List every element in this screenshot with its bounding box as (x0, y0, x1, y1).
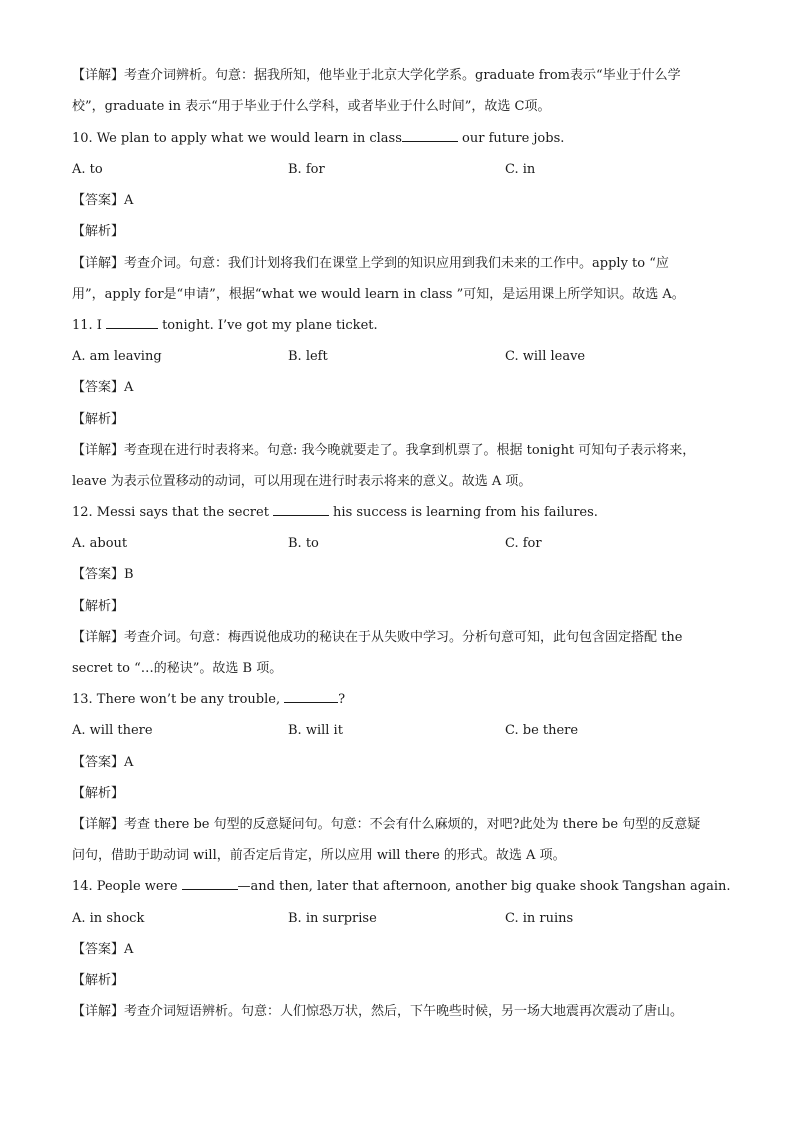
q14-option-b: B. in surprise (288, 911, 377, 926)
q14-detail-line-1 (72, 1002, 683, 1022)
q14-detail-text-1: 考查介词短语辨析。句意：人们惊恐万状，然后，下午晚些时候，另一场大地震再次震动了唐山。 (124, 1004, 684, 1019)
q10-option-a: A. to (72, 162, 103, 177)
answer-label: 【答案】 (72, 193, 125, 208)
q12-answer-blank (273, 503, 329, 516)
q12-option-c: C. for (505, 536, 542, 551)
q13-option-a: A. will there (72, 723, 153, 738)
q10-option-b: B. for (288, 162, 325, 177)
q13-option-b: B. will it (288, 723, 343, 738)
q10-detail-text-1: 考查介词。句意：我们计划将我们在课堂上学到的知识应用到我们未来的工作中。apply to “应 (124, 256, 669, 271)
q13-detail-text-1: 考查 there be 句型的反意疑问句。句意：不会有什么麻烦的，对吧?此处为 there be 句型的反意疑 (124, 817, 701, 832)
detail-label: 【详解】 (72, 443, 125, 458)
q12-stem (72, 503, 598, 523)
q11-detail-line-1 (72, 441, 695, 461)
q11-option-b: B. left (288, 349, 328, 364)
answer-label: 【答案】 (72, 942, 125, 957)
detail-label: 【详解】 (72, 68, 125, 83)
q9-detail-line-2: 校”，graduate in 表示“用于毕业于什么学科，或者毕业于什么时间”，故选 C项。 (72, 99, 551, 114)
q9-detail-text-1: 考查介词辨析。句意：据我所知，他毕业于北京大学化学系。graduate from表示“毕业于什么学 (124, 68, 681, 83)
detail-label: 【详解】 (72, 817, 125, 832)
q11-stem (72, 316, 378, 336)
q11-answer: A (124, 380, 134, 395)
q14-option-c: C. in ruins (505, 911, 574, 926)
q11-answer-blank (106, 316, 158, 329)
q13-answer-line (72, 753, 133, 773)
q13-answer: A (124, 755, 134, 770)
q10-stem-after: our future jobs. (457, 131, 565, 146)
q12-answer: B (124, 567, 134, 582)
q11-option-c: C. will leave (505, 349, 586, 364)
q13-analysis-label: 【解析】 (72, 786, 125, 801)
q13-stem-before: 13. There won’t be any trouble, (72, 692, 281, 707)
q12-analysis-label: 【解析】 (72, 599, 125, 614)
q13-detail-line-2: 问句，借助于助动词 will，前否定后肯定，所以应用 will there 的形式。故选 A 项。 (72, 848, 566, 863)
q12-option-a: A. about (72, 536, 128, 551)
q11-analysis-label: 【解析】 (72, 412, 125, 427)
q14-answer: A (124, 942, 134, 957)
q10-stem (72, 129, 564, 149)
q12-answer-line (72, 565, 134, 585)
q14-answer-line (72, 940, 133, 960)
q14-stem (72, 877, 731, 897)
q11-detail-line-2: leave 为表示位置移动的动词，可以用现在进行时表示将来的意义。故选 A 项。 (72, 474, 532, 489)
q14-analysis-label: 【解析】 (72, 973, 125, 988)
q10-analysis-label: 【解析】 (72, 224, 125, 239)
q13-option-c: C. be there (505, 723, 579, 738)
q12-option-b: B. to (288, 536, 319, 551)
q9-detail-line-1 (72, 66, 681, 86)
q12-stem-after: his success is learning from his failures. (328, 505, 598, 520)
answer-label: 【答案】 (72, 567, 125, 582)
q14-stem-before: 14. People were (72, 879, 178, 894)
q11-answer-line (72, 378, 133, 398)
q11-option-a: A. am leaving (72, 349, 162, 364)
detail-label: 【详解】 (72, 1004, 125, 1019)
q11-detail-text-1: 考查现在进行时表将来。句意: 我今晚就要走了。我拿到机票了。根据 tonight 可知句子表示将来， (124, 443, 696, 458)
q13-answer-blank (284, 690, 338, 703)
answer-label: 【答案】 (72, 380, 125, 395)
q10-option-c: C. in (505, 162, 536, 177)
q10-detail-line-1 (72, 254, 669, 274)
q12-detail-line-2: secret to “…的秘诀”。故选 B 项。 (72, 661, 283, 676)
q11-stem-before: 11. I (72, 318, 102, 333)
q10-answer: A (124, 193, 134, 208)
q13-stem (72, 690, 345, 710)
q12-detail-line-1 (72, 628, 682, 648)
detail-label: 【详解】 (72, 630, 125, 645)
q11-stem-after: tonight. I’ve got my plane ticket. (157, 318, 378, 333)
q12-detail-text-1: 考查介词。句意：梅西说他成功的秘诀在于从失败中学习。分析句意可知，此句包含固定搭配 the (124, 630, 683, 645)
q12-stem-before: 12. Messi says that the secret (72, 505, 269, 520)
q13-stem-after: ? (338, 692, 346, 707)
q10-detail-line-2: 用”，apply for是“申请”，根据“what we would learn in class ”可知，是运用课上所学知识。故选 A。 (72, 287, 685, 302)
detail-label: 【详解】 (72, 256, 125, 271)
q10-answer-line (72, 191, 133, 211)
q10-answer-blank (402, 129, 458, 142)
q14-answer-blank (182, 877, 238, 890)
q14-option-a: A. in shock (72, 911, 145, 926)
answer-label: 【答案】 (72, 755, 125, 770)
q14-stem-after: —and then, later that afternoon, another big quake shook Tangshan again. (237, 879, 731, 894)
q10-stem-before: 10. We plan to apply what we would learn in class (72, 131, 402, 146)
q13-detail-line-1 (72, 815, 700, 835)
